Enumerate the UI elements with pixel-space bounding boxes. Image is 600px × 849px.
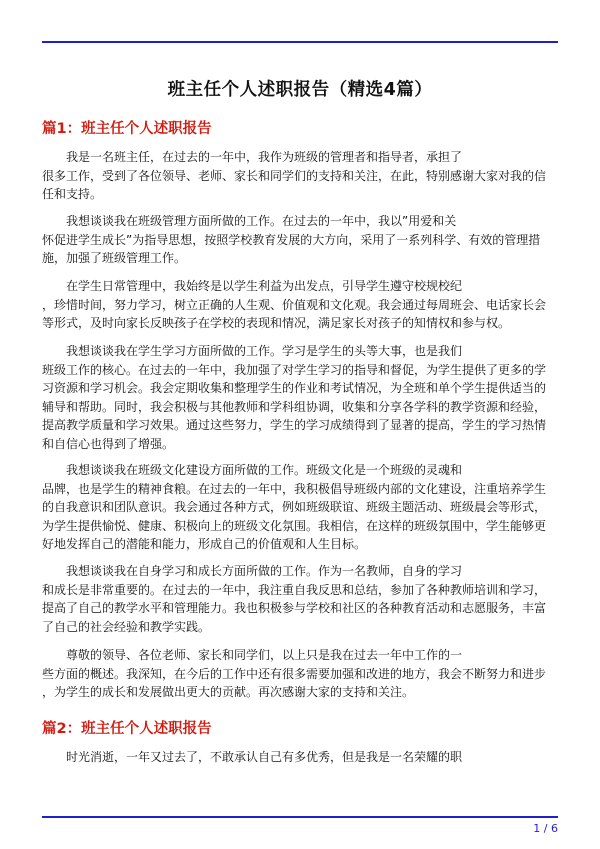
paragraph-line: 在学生日常管理中，我始终是以学生利益为出发点，引导学生遵守校规校纪 [66, 279, 463, 293]
paragraph-line: ，珍惜时间，努力学习，树立正确的人生观、价值观和文化观。我会通过每周班会、电话家长会 [42, 297, 547, 312]
paragraph-line: 尊敬的领导、各位老师、家长和同学们，以上只是我在过去一年中工作的一 [66, 648, 463, 662]
section-1-heading: 篇1：班主任个人述职报告 [42, 121, 212, 137]
paragraph-line: 我是一名班主任，在过去的一年中，我作为班级的管理者和指导者，承担了 [66, 150, 463, 164]
paragraph-line: 辅导和帮助。同时，我会积极与其他教师和学科组协调，收集和分享各学科的教学资源和经验， [42, 399, 547, 414]
paragraph-line: 怀促进学生成长”为指导思想，按照学校教育发展的大方向，采用了一系列科学、有效的管理措 [42, 232, 541, 247]
page-title: 班主任个人述职报告（精选4篇） [167, 80, 433, 100]
paragraph-line: 任和支持。 [42, 187, 103, 201]
paragraph-line: 我想谈谈我在学生学习方面所做的工作。学习是学生的头等大事，也是我们 [66, 344, 463, 358]
paragraph-line: 的自我意识和团队意识。我会通过各种方式，例如班级联谊、班级主题活动、班级晨会等形式， [42, 500, 547, 514]
paragraph [42, 461, 558, 554]
paragraph-line: 我想谈谈我在自身学习和成长方面所做的工作。作为一名教师，自身的学习 [66, 564, 463, 578]
header-rule [42, 41, 558, 43]
paragraph-line: 提高了自己的教学水平和管理能力。我也积极参与学校和社区的各种教育活动和志愿服务，丰富 [42, 601, 547, 615]
paragraph [42, 646, 558, 702]
paragraph-line: 品牌，也是学生的精神食粮。在过去的一年中，我积极倡导班级内部的文化建设，注重培养学生 [42, 481, 547, 496]
section-2-heading: 篇2：班主任个人述职报告 [42, 721, 212, 737]
paragraph-line: 习资源和学习机会。我会定期收集和整理学生的作业和考试情况，为全班和单个学生提供适当的 [42, 381, 547, 395]
paragraph-line: 提高教学质量和学习效果。通过这些努力，学生的学习成绩得到了显著的提高，学生的学习热情 [42, 418, 547, 432]
paragraph-line: ，为学生的成长和发展做出更大的贡献。再次感谢大家的支持和关注。 [42, 685, 415, 699]
paragraph-line: 时光消逝，一年又过去了，不敢承认自己有多优秀，但是我是一名荣耀的职 [66, 750, 463, 764]
paragraph-line: 很多工作，受到了各位领导、老师、家长和同学们的支持和关注，在此，特别感谢大家对我的信 [42, 168, 547, 183]
paragraph-line: 施，加强了班级管理工作。 [42, 251, 187, 265]
paragraph [42, 342, 558, 453]
paragraph [42, 212, 558, 268]
paragraph-line: 为学生提供愉悦、健康、积极向上的班级文化氛围。我相信，在这样的班级氛围中，学生能够更 [42, 518, 547, 533]
paragraph [42, 562, 558, 636]
footer-rule [42, 816, 558, 818]
paragraph [42, 748, 558, 767]
paragraph-line: 些方面的概述。我深知，在今后的工作中还有很多需要加强和改进的地方，我会不断努力和进步 [42, 666, 547, 681]
paragraph-line: 好地发挥自己的潜能和能力，形成自己的价值观和人生目标。 [42, 537, 367, 551]
paragraph-line: 我想谈谈我在班级管理方面所做的工作。在过去的一年中，我以”用爱和关 [66, 214, 457, 228]
paragraph-line: 等形式，及时向家长反映孩子在学校的表现和情况，满足家长对孩子的知情权和参与权。 [42, 316, 511, 330]
paragraph-line: 和成长是非常重要的。在过去的一年中，我注重自我反思和总结，参加了各种教师培训和学习， [42, 582, 547, 597]
paragraph-line: 我想谈谈我在班级文化建设方面所做的工作。班级文化是一个班级的灵魂和 [66, 463, 463, 477]
paragraph-line: 和自信心也得到了增强。 [42, 436, 175, 451]
paragraph [42, 277, 558, 333]
page-indicator: 1 / 6 [533, 822, 558, 835]
paragraph [42, 148, 558, 204]
paragraph-line: 班级工作的核心。在过去的一年中，我加强了对学生学习的指导和督促，为学生提供了更多的学 [42, 362, 547, 377]
paragraph-line: 了自己的社会经验和教学实践。 [42, 619, 211, 634]
